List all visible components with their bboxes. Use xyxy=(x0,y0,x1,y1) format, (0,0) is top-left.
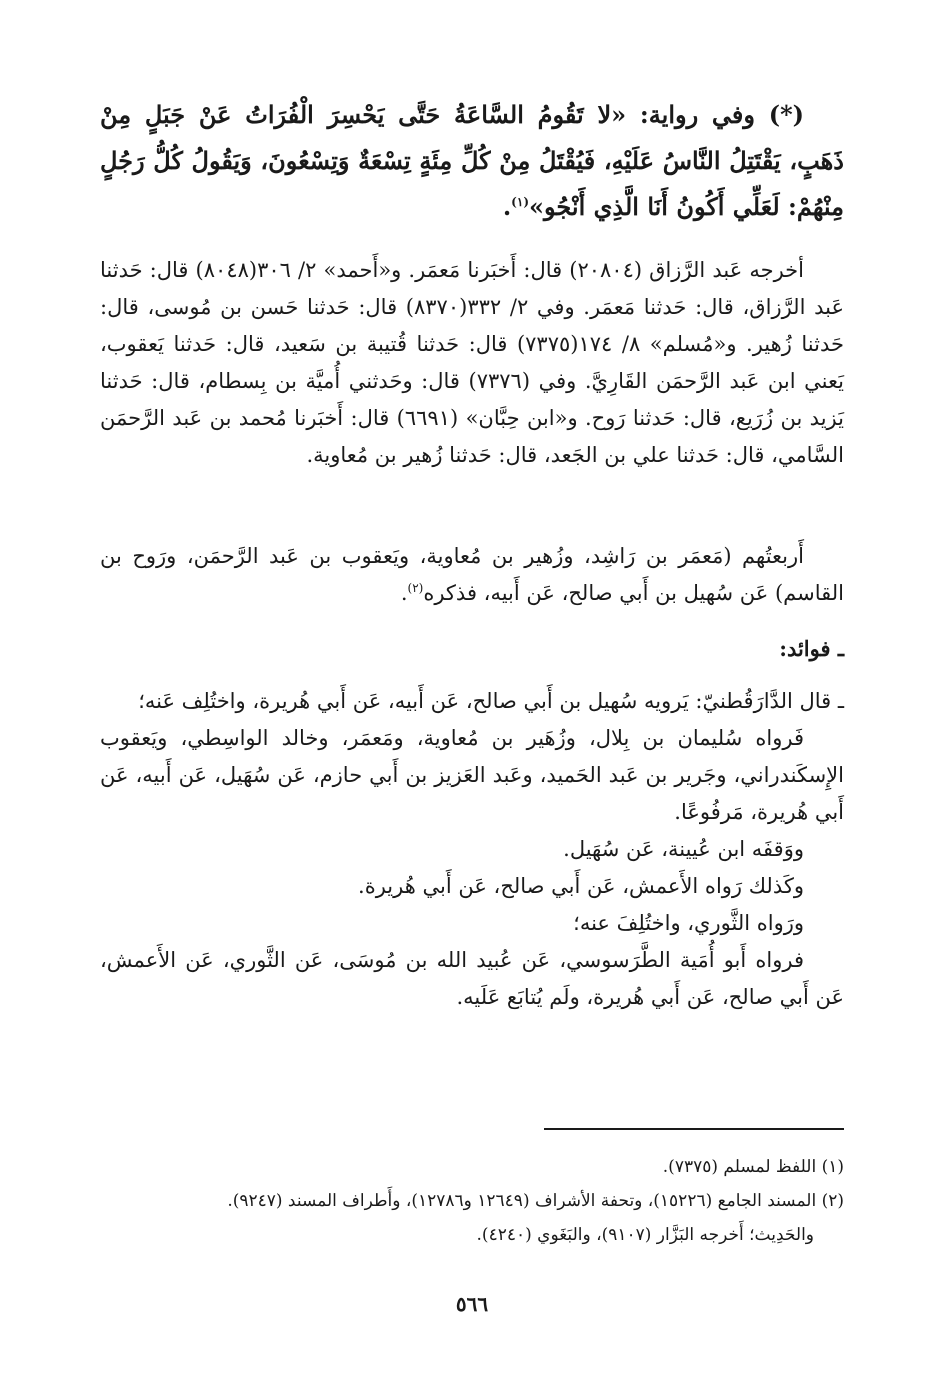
footnote-2: (٢) المسند الجامع (١٥٢٢٦)، وتحفة الأشراف (١٢٦٤٩ و١٢٧٨٦)، وأَطراف المسند (٩٢٤٧). xyxy=(227,1191,844,1211)
page-number: ٥٦٦ xyxy=(455,1292,489,1316)
takhrij-paragraph xyxy=(100,252,844,474)
fawaid-paragraph: ووَقفَه ابن عُيينة، عَن سُهَيل. xyxy=(563,837,804,861)
narrators-paragraph xyxy=(100,538,844,612)
footnote-separator xyxy=(544,1128,844,1130)
fawaid-paragraph: فَرواه سُليمان بن بِلال، وزُهَير بن مُعاوية، ومَعمَر، وخالد الواسِطي، ويَعقوب الإِسكَندراني، وجَرير بن عَبد الحَميد، وعَبد العَزيز بن أَبي حازم، عَن سُهَيل، عَن أَبيه، عَن أَبي هُريرة، مَرفُوعًا. xyxy=(100,726,844,824)
fawaid-heading: ـ فوائد: xyxy=(779,636,844,661)
narrators-text-line xyxy=(100,538,844,612)
footnote-2-continuation: والحَدِيث؛ أَخرجه البَزَّار (٩١٠٧)، والبَغَوي (٤٢٤٠). xyxy=(476,1225,814,1245)
footnote-1: (١) اللفظ لمسلم (٧٣٧٥). xyxy=(662,1157,844,1177)
fawaid-paragraph: ـ قال الدَّارَقُطنيّ: يَرويه سُهيل بن أَبي صالح، عَن أَبيه، عَن أَبي هُريرة، واختُلِف عَنه؛ xyxy=(138,689,844,713)
hadith-variant-paragraph xyxy=(100,92,844,230)
footnote-marker-2: (٢) xyxy=(407,581,424,595)
narrators-text: أَربعتُهم (مَعمَر بن رَاشِد، وزُهير بن مُعاوية، ويَعقوب بن عَبد الرَّحمَن، ورَوح بن القاسم) عَن سُهيل بن أَبي صالح، عَن أَبيه، فذكره xyxy=(100,544,844,605)
takhrij-text: أخرجه عَبد الرَّزاق (٢٠٨٠٤) قال: أَخبَرنا مَعمَر. و«أَحمد» ٢/ ٣٠٦(٨٠٤٨) قال: حَدثنا عَبد الرَّزاق، قال: حَدثنا مَعمَر. وفي ٢/ ٣٣٢(٨٣٧٠) قال: حَدثنا حَسن بن مُوسى، قال: حَدثنا زُهير. و«مُسلم» ٨/ ١٧٤(٧٣٧٥) قال: حَدثنا قُتيبة بن سَعيد، قال: حَدثنا يَعقوب، يَعني ابن عَبد الرَّحمَن القَارِيَّ. وفي (٧٣٧٦) قال: وحَدثني أُميَّة بن بِسطام، قال: حَدثنا يَزيد بن زُرَيع، قال: حَدثنا رَوح. و«ابن حِبَّان» (٦٦٩١) قال: أَخبَرنا مُحمد بن عَبد الرَّحمَن السَّامي، قال: حَدثنا علي بن الجَعد، قال: حَدثنا زُهير بن مُعاوية. xyxy=(100,258,844,467)
fawaid-paragraph: ورَواه الثَّوري، واختُلِفَ عنه؛ xyxy=(573,911,804,935)
narrators-end: . xyxy=(400,581,408,605)
footnote-marker-1: (١) xyxy=(511,195,529,209)
footnotes-section xyxy=(100,1150,844,1252)
fawaid-section xyxy=(100,683,844,1016)
hadith-text: (*) وفي رواية: «لا تَقُومُ السَّاعَةُ حَتَّى يَحْسِرَ الْفُرَاتُ عَنْ جَبَلٍ مِنْ ذَهَبٍ، يَقْتَتِلُ النَّاسُ عَلَيْهِ، فَيُقْتَلُ مِنْ كُلِّ مِئَةٍ تِسْعَةٌ وَتِسْعُونَ، وَيَقُولُ كُلُّ رَجُلٍ مِنْهُمْ: لَعَلِّي أَكُونُ أَنَا الَّذِي أَنْجُو» xyxy=(100,100,844,221)
hadith-text-line: (*) وفي رواية: «لا تَقُومُ السَّاعَةُ حَتَّى يَحْسِرَ الْفُرَاتُ عَنْ جَبَلٍ مِنْ ذَهَبٍ، يَقْتَتِلُ النَّاسُ عَلَيْهِ، فَيُقْتَلُ مِنْ كُلِّ مِئَةٍ تِسْعَةٌ وَتِسْعُونَ، وَيَقُولُ كُلُّ رَجُلٍ مِنْهُمْ: لَعَلِّي أَكُونُ أَنَا الَّذِي أَنْجُو»$^{(١)}$. xyxy=(100,100,844,221)
fawaid-paragraph: وكَذلك رَواه الأَعمش، عَن أَبي صالح، عَن أَبي هُريرة. xyxy=(358,874,804,898)
fawaid-paragraph: فرواه أَبو أُمَية الطَّرَسوسي، عَن عُبيد الله بن مُوسَى، عَن الثَّوري، عَن الأَعمش، عَن أَبي صالح، عَن أَبي هُريرة، ولَم يُتابَع عَلَيه. xyxy=(100,948,844,1009)
